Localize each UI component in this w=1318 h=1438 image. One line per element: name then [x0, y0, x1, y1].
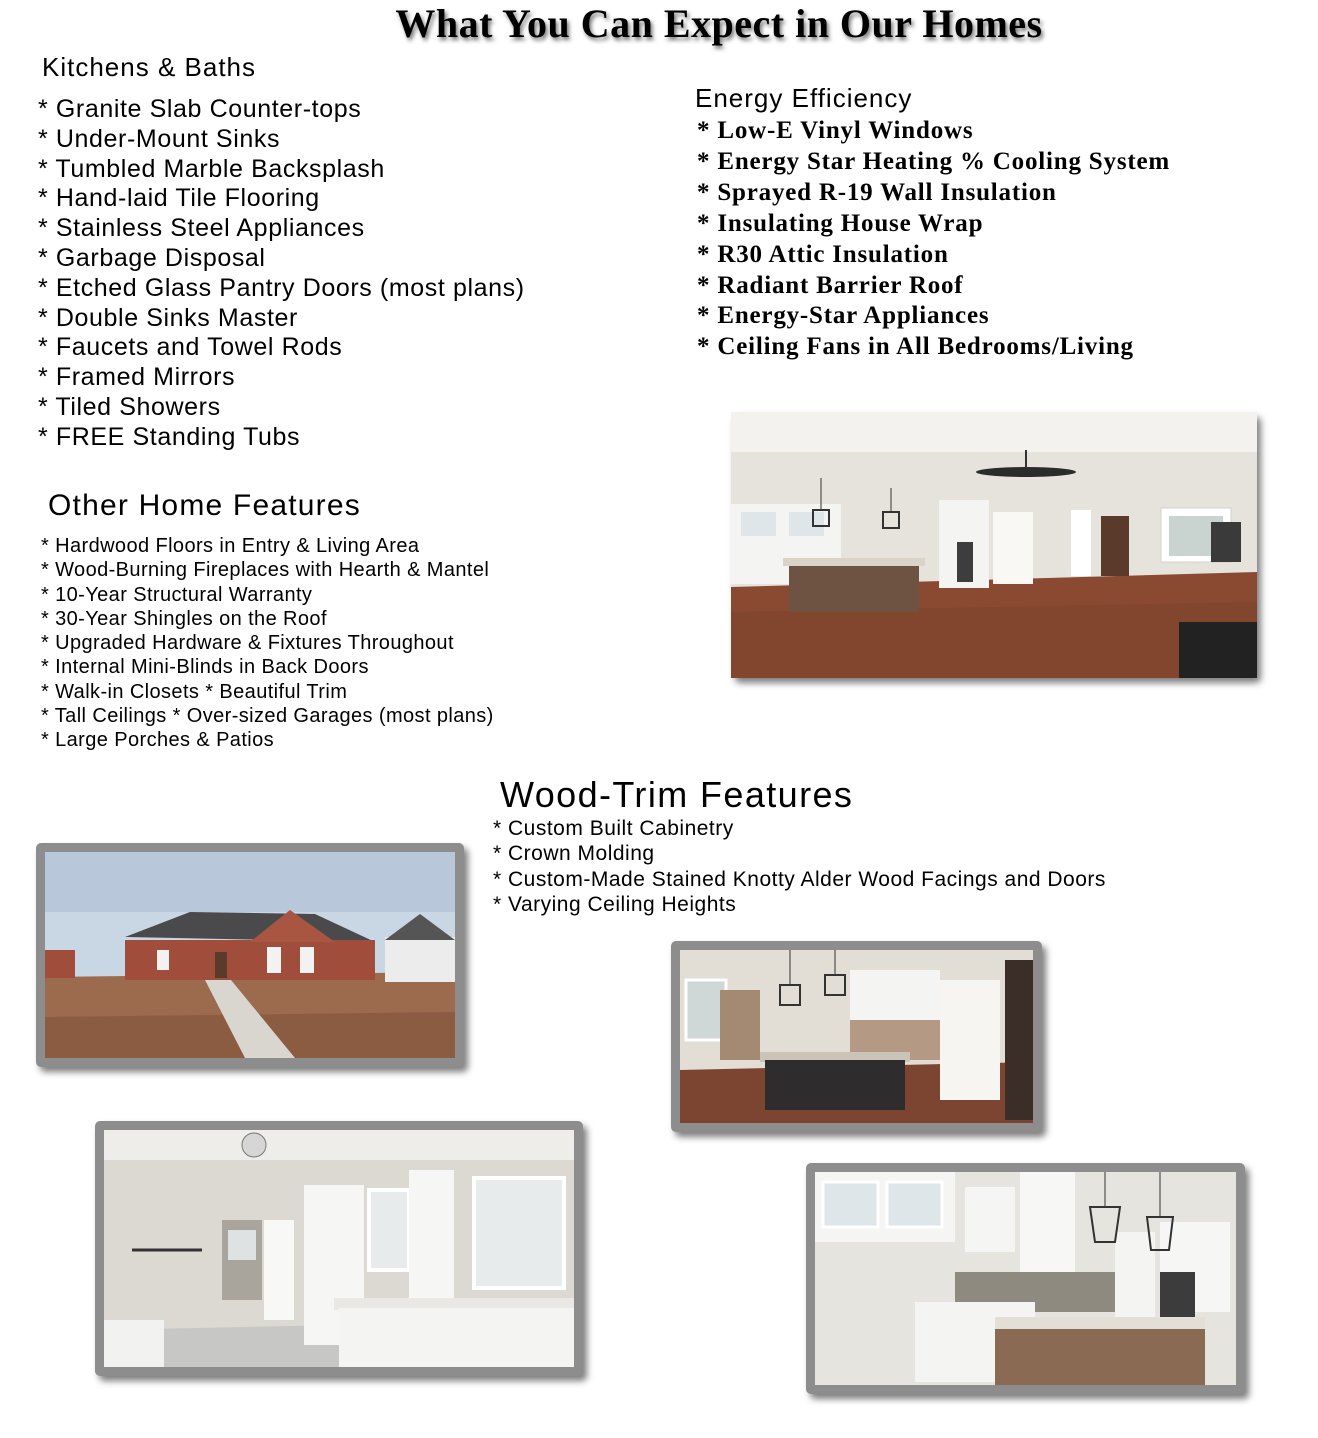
- kitchens-baths-list: [38, 95, 525, 453]
- list-item: * Energy-Star Appliances: [697, 302, 990, 330]
- list-item: * 10-Year Structural Warranty: [41, 583, 313, 606]
- list-item: * Hand-laid Tile Flooring: [38, 184, 320, 213]
- energy-efficiency-list: [697, 116, 1170, 363]
- list-item: * Stainless Steel Appliances: [38, 214, 365, 243]
- list-item: * Large Porches & Patios: [41, 729, 275, 752]
- list-item: * Varying Ceiling Heights: [493, 893, 737, 917]
- kitchen-island-photo: [671, 941, 1042, 1132]
- list-item: * Crown Molding: [493, 842, 655, 866]
- list-item: * Low-E Vinyl Windows: [697, 117, 974, 144]
- list-item: * Wood-Burning Fireplaces with Hearth & Mantel: [41, 559, 490, 582]
- list-item: * Double Sinks Master: [38, 303, 298, 332]
- list-item: * Garbage Disposal: [38, 243, 266, 272]
- list-item: * R30 Attic Insulation: [697, 240, 949, 268]
- list-item: * Custom Built Cabinetry: [493, 817, 734, 840]
- list-item: * Upgraded Hardware & Fixtures Throughout: [41, 632, 454, 655]
- list-item: * Tiled Showers: [38, 392, 221, 421]
- list-item: * Sprayed R-19 Wall Insulation: [697, 178, 1057, 206]
- list-item: * Faucets and Towel Rods: [38, 333, 343, 362]
- list-item: * Internal Mini-Blinds in Back Doors: [41, 656, 369, 679]
- list-item: * Energy Star Heating % Cooling System: [697, 147, 1170, 175]
- wood-trim-heading: Wood-Trim Features: [500, 774, 854, 815]
- bathroom-photo: [95, 1121, 583, 1376]
- house-exterior-photo: [36, 843, 464, 1067]
- list-item: * Insulating House Wrap: [697, 209, 984, 237]
- other-features-heading: Other Home Features: [48, 489, 361, 522]
- list-item: * Etched Glass Pantry Doors (most plans): [38, 273, 525, 302]
- list-item: * Under-Mount Sinks: [38, 124, 281, 153]
- other-features-list: [41, 534, 494, 753]
- wood-trim-list: [493, 816, 1106, 918]
- living-room-photo: [731, 412, 1257, 678]
- list-item: * Tumbled Marble Backsplash: [38, 154, 385, 183]
- page-title: What You Can Expect in Our Homes: [395, 1, 1043, 46]
- list-item: * 30-Year Shingles on the Roof: [41, 607, 327, 630]
- list-item: * Hardwood Floors in Entry & Living Area: [41, 535, 420, 557]
- list-item: * Walk-in Closets * Beautiful Trim: [41, 680, 348, 703]
- list-item: * Ceiling Fans in All Bedrooms/Living: [697, 333, 1134, 361]
- list-item: * Custom-Made Stained Knotty Alder Wood Facings and Doors: [493, 867, 1106, 891]
- white-kitchen-photo: [806, 1163, 1245, 1394]
- energy-efficiency-heading: Energy Efficiency: [695, 83, 913, 113]
- list-item: * Radiant Barrier Roof: [697, 271, 964, 299]
- list-item: * Tall Ceilings * Over-sized Garages (most plans): [41, 705, 494, 728]
- kitchens-baths-heading: Kitchens & Baths: [42, 52, 256, 82]
- list-item: * Framed Mirrors: [38, 363, 236, 392]
- list-item: * Granite Slab Counter-tops: [38, 95, 362, 123]
- list-item: * FREE Standing Tubs: [38, 422, 301, 451]
